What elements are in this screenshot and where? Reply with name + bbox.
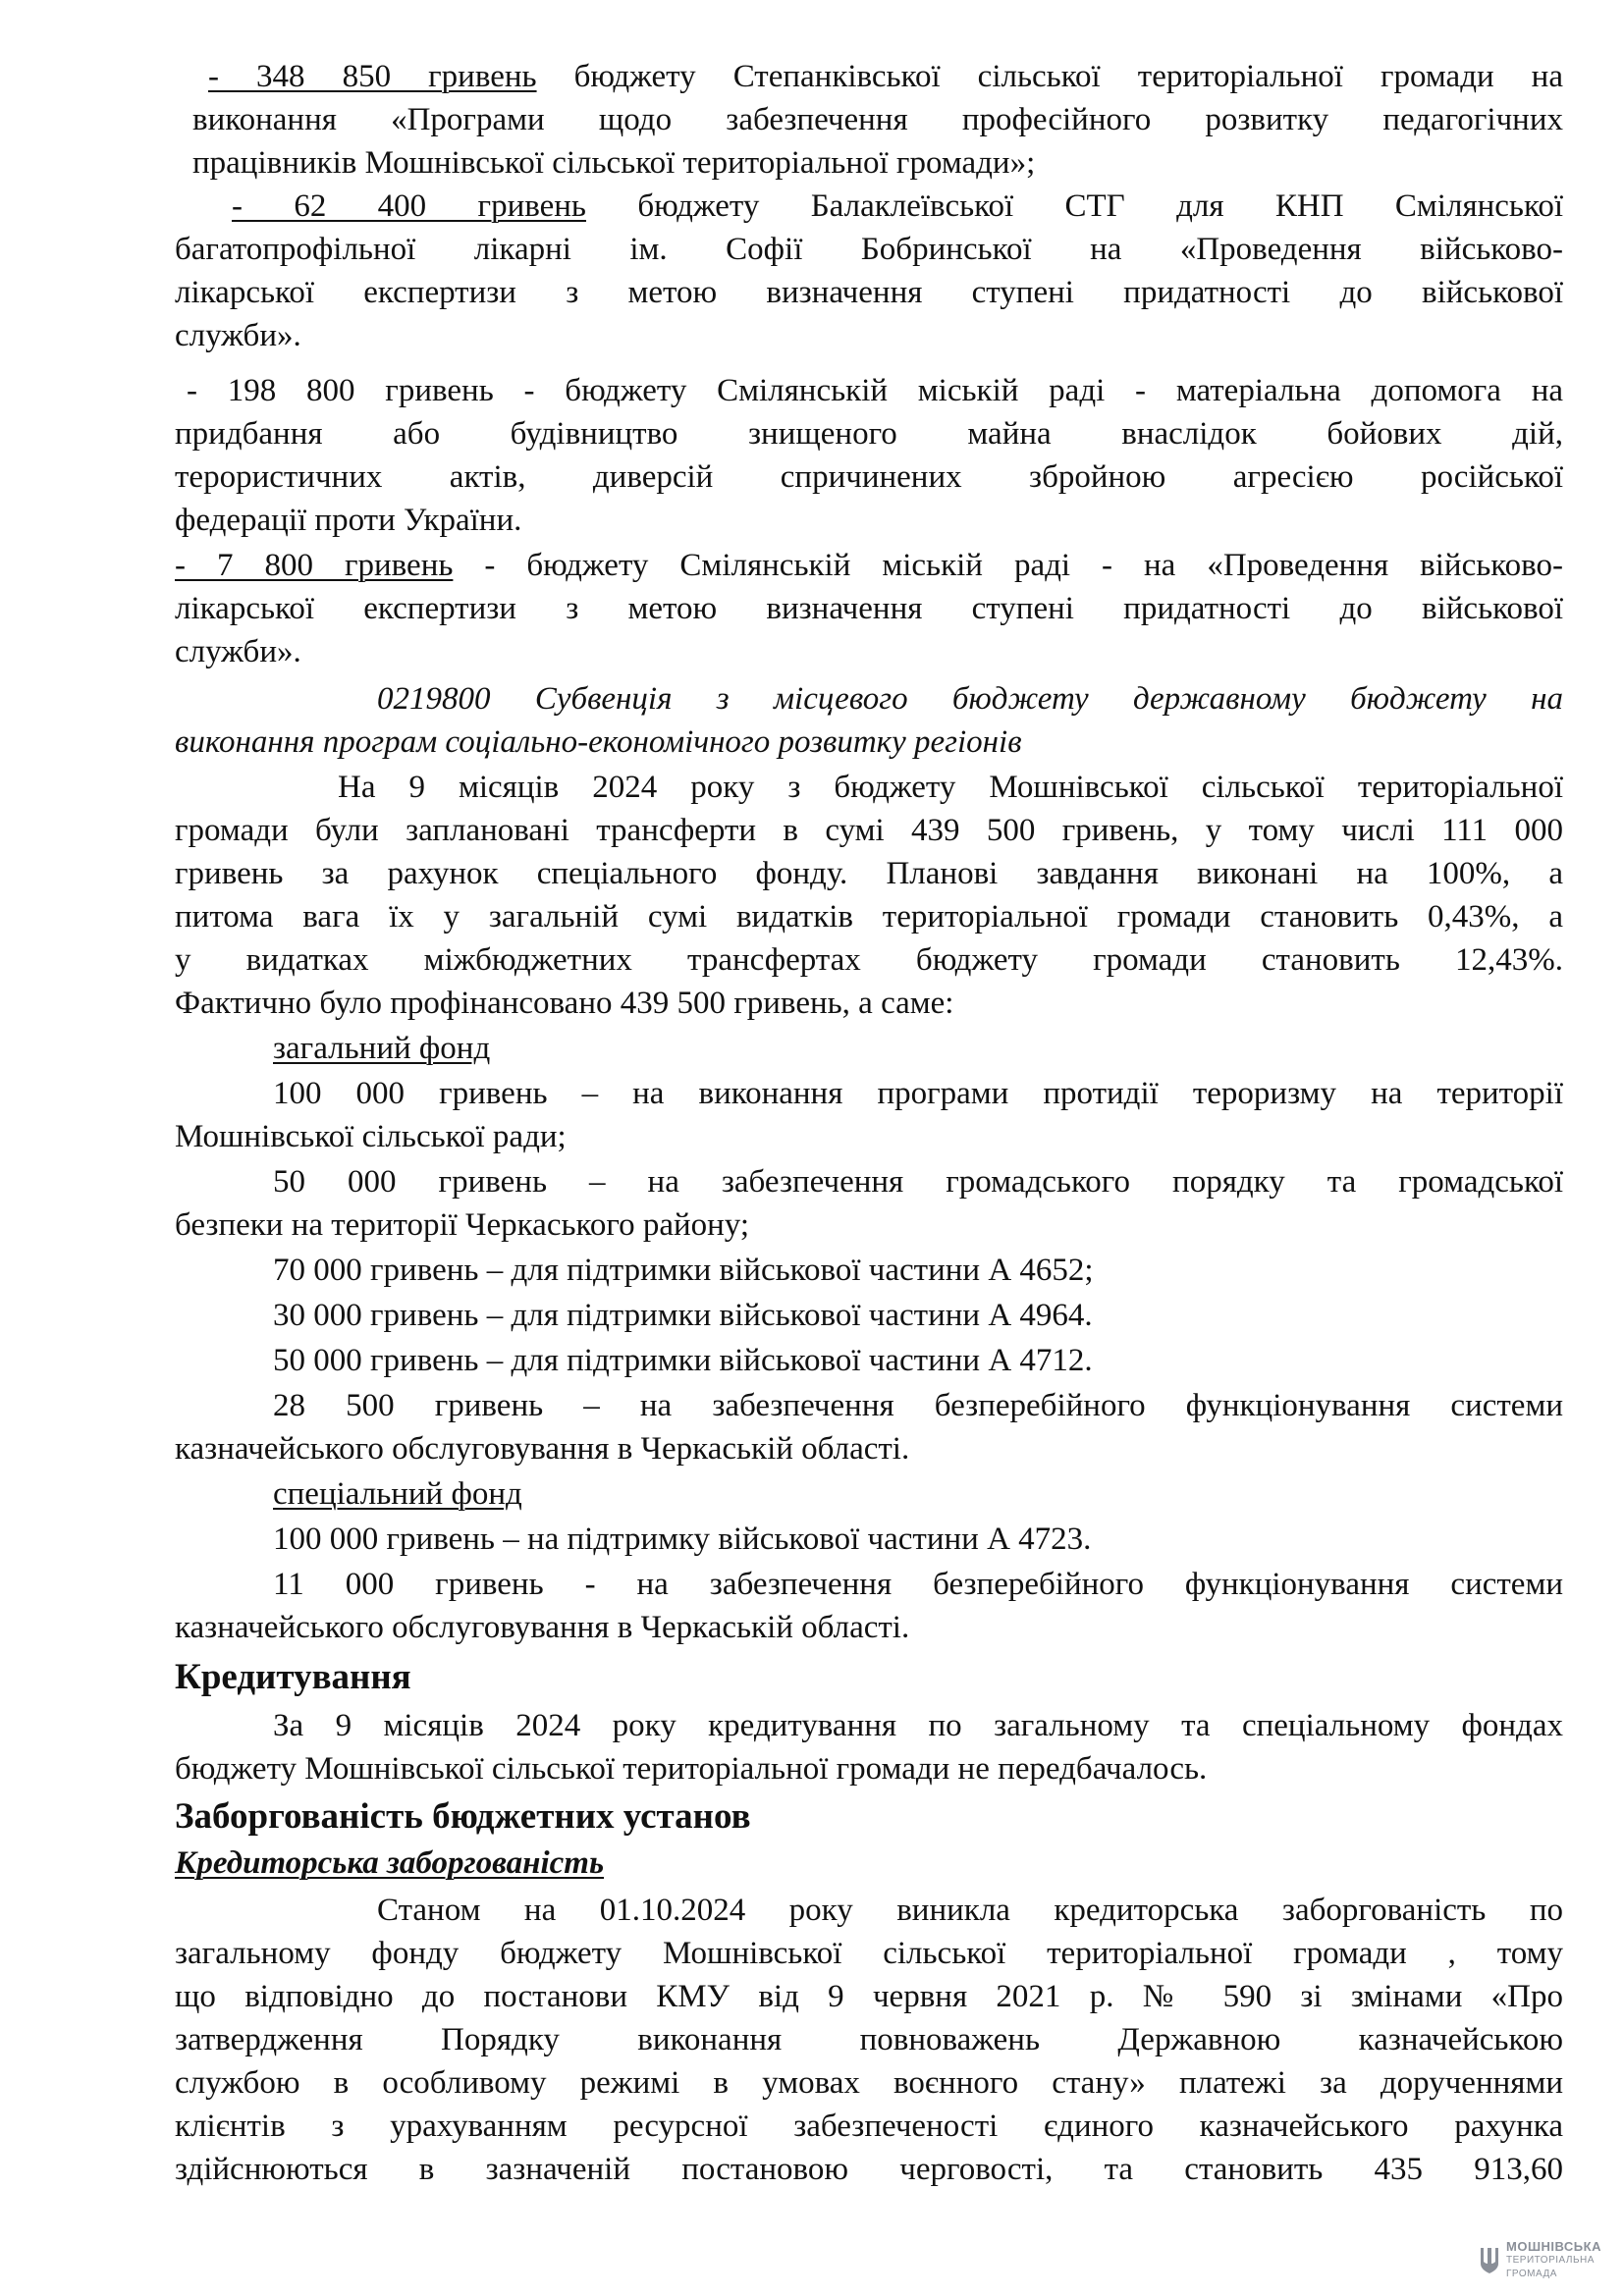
general-fund-label: загальний фонд [273, 1031, 491, 1066]
general-item-2-line-2: безпеки на території Черкаського району; [175, 1207, 750, 1243]
general-item-5: 50 000 гривень – для підтримки військової частини А 4712. [273, 1343, 1093, 1378]
debts-para-line-2: загальному фонду бюджету Мошнівської сільської територіальної громади , тому [175, 1936, 1563, 1971]
debts-para-line-3: що відповідно до постанови КМУ від 9 червня 2021 р. № 590 зі змінами «Про [175, 1979, 1563, 2014]
general-item-6-line-2: казначейського обслуговування в Черкаській області. [175, 1431, 910, 1467]
subvention-heading-line-2: виконання програм соціально-економічного розвитку регіонів [175, 724, 1022, 760]
transfer-item-3-line-1: - 198 800 гривень - бюджету Смілянській міській раді - матеріальна допомога на [187, 373, 1563, 408]
general-item-6-line-1: 28 500 гривень – на забезпечення безперебійного функціонування системи [273, 1388, 1563, 1423]
subvention-para-line-2: громади були заплановані трансферти в сумі 439 500 гривень, у тому числі 111 000 [175, 813, 1563, 848]
general-item-3: 70 000 гривень – для підтримки військової частини А 4652; [273, 1253, 1094, 1288]
debts-para-line-4: затвердження Порядку виконання повноважень Державною казначейською [175, 2022, 1563, 2057]
logo-sub-2: ГРОМАДА [1506, 2269, 1557, 2279]
transfer-item-4-amount: - 7 800 гривень [175, 548, 454, 583]
general-item-2-line-1: 50 000 гривень – на забезпечення громадського порядку та громадської [273, 1164, 1563, 1200]
community-logo [1479, 2240, 1601, 2281]
transfer-item-3-line-4: федерації проти України. [175, 503, 522, 538]
general-item-1-line-1: 100 000 гривень – на виконання програми протидії тероризму на території [273, 1076, 1563, 1111]
debts-para-line-5: службою в особливому режимі в умовах воєнного стану» платежі за дорученнями [175, 2065, 1563, 2101]
transfer-item-4-line-2: лікарської експертизи з метою визначення ступені придатності до військової [175, 591, 1563, 626]
subvention-para-line-5: у видатках міжбюджетних трансфертах бюджету громади становить 12,43%. [175, 942, 1563, 978]
subvention-para-line-6: Фактично було профінансовано 439 500 гривень, а саме: [175, 986, 954, 1021]
crediting-heading: Кредитування [175, 1657, 411, 1697]
logo-name: МОШНІВСЬКА [1506, 2239, 1601, 2254]
transfer-item-2-line-2: багатопрофільної лікарні ім. Софії Бобринської на «Проведення військово- [175, 232, 1563, 267]
transfer-item-4-text: - бюджету Смілянській міській раді - на «Проведення військово- [453, 548, 1563, 583]
special-item-2-line-2: казначейського обслуговування в Черкаській області. [175, 1610, 910, 1645]
special-item-2-line-1: 11 000 гривень - на забезпечення безперебійного функціонування системи [273, 1567, 1563, 1602]
transfer-item-2-line-4: служби». [175, 318, 301, 353]
debts-para-line-1: Станом на 01.10.2024 року виникла кредиторська заборгованість по [377, 1893, 1563, 1928]
general-item-1-line-2: Мошнівської сільської ради; [175, 1119, 567, 1154]
transfer-item-1-line-3: працівників Мошнівської сільської територіальної громади»; [192, 145, 1036, 181]
debts-para-line-6: клієнтів з урахуванням ресурсної забезпеченості єдиного казначейського рахунка [175, 2109, 1563, 2144]
debts-para-line-7: здійснюються в зазначеній постановою черговості, та становить 435 913,60 [175, 2152, 1563, 2187]
transfer-item-4-line-1 [175, 544, 1563, 587]
subvention-para-line-1: На 9 місяців 2024 року з бюджету Мошнівської сільської територіальної [338, 770, 1563, 805]
general-item-4: 30 000 гривень – для підтримки військової частини А 4964. [273, 1298, 1093, 1333]
debts-subheading: Кредиторська заборгованість [175, 1845, 605, 1881]
debts-heading: Заборгованість бюджетних установ [175, 1796, 751, 1837]
transfer-item-3-line-2: придбання або будівництво знищеного майна внаслідок бойових дій, [175, 416, 1563, 452]
transfer-item-2-line-3: лікарської експертизи з метою визначення ступені придатності до військової [175, 275, 1563, 310]
logo-sub-1: ТЕРИТОРІАЛЬНА [1506, 2255, 1595, 2266]
crediting-para-line-2: бюджету Мошнівської сільської територіальної громади не передбачалось. [175, 1751, 1208, 1787]
crediting-para-line-1: За 9 місяців 2024 року кредитування по загальному та спеціальному фондах [273, 1708, 1563, 1743]
subvention-heading-line-1: 0219800 Субвенція з місцевого бюджету державному бюджету на [377, 681, 1563, 717]
transfer-item-1-amount: - 348 850 гривень [208, 59, 537, 94]
special-item-1: 100 000 гривень – на підтримку військової частини А 4723. [273, 1522, 1092, 1557]
transfer-item-4-line-3: служби». [175, 634, 301, 669]
transfer-item-1-line-2: виконання «Програми щодо забезпечення професійного розвитку педагогічних [192, 102, 1563, 137]
transfer-item-2-text: бюджету Балаклеївської СТГ для КНП Смілянської [585, 188, 1563, 224]
trident-icon [1479, 2246, 1500, 2275]
special-fund-label: спеціальний фонд [273, 1476, 522, 1512]
transfer-item-3-line-3: терористичних актів, диверсій спричинених збройною агресією російської [175, 459, 1563, 495]
transfer-item-1-text: бюджету Степанківської сільської територіальної громади на [536, 59, 1563, 94]
transfer-item-1-line-1 [208, 55, 1563, 98]
subvention-para-line-3: гривень за рахунок спеціального фонду. Планові завдання виконані на 100%, а [175, 856, 1563, 891]
subvention-para-line-4: питома вага їх у загальній сумі видатків територіальної громади становить 0,43%, а [175, 899, 1563, 934]
transfer-item-2-line-1 [232, 185, 1563, 228]
transfer-item-2-amount: - 62 400 гривень [232, 188, 586, 224]
